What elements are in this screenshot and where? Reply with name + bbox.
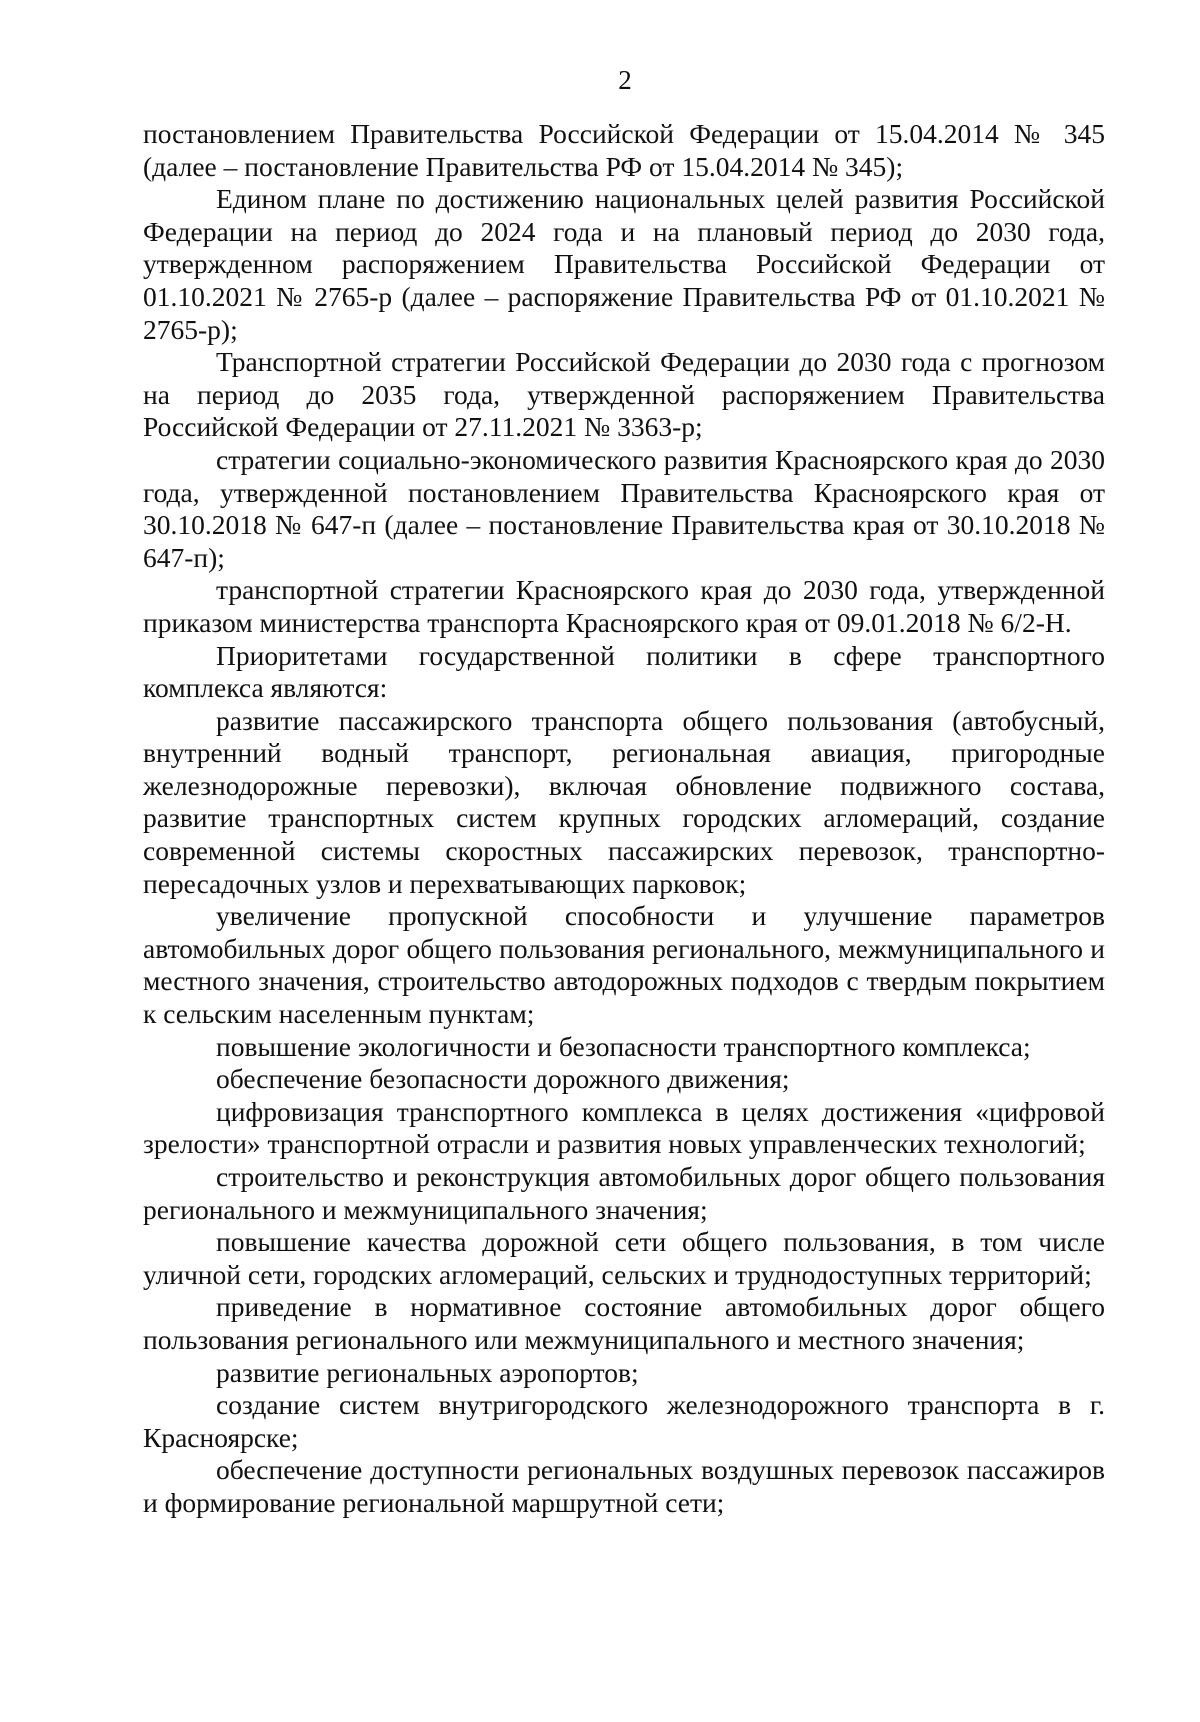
paragraph: увеличение пропускной способности и улучшение параметров автомобильных дорог общего пользования регионального, межмуниципального и местного значения, строительство автодорожных подходов с твердым покрытием к сельским населенным пунктам; xyxy=(143,900,1105,1030)
paragraph: развитие региональных аэропортов; xyxy=(216,1356,639,1388)
paragraph: обеспечение доступности региональных воздушных перевозок пассажиров и формирование региональной маршрутной сети; xyxy=(143,1454,1105,1518)
page-number: 2 xyxy=(618,65,632,95)
paragraph: цифровизация транспортного комплекса в целях достижения «цифровой зрелости» транспортной отрасли и развития новых управленческих технологий; xyxy=(143,1095,1105,1160)
paragraph: Едином плане по достижению национальных целей развития Российской Федерации на период до 2024 года и на плановый период до 2030 года, утвержденном распоряжением Правительства Российской Федерации от 01.10.2021 № 2765-р (далее – распоряжение Правительства РФ от 01.10.2021 № 2765-р); xyxy=(143,183,1105,345)
paragraph: Транспортной стратегии Российской Федерации до 2030 года с прогнозом на период до 2035 года, утвержденной распоряжением Правительства Российской Федерации от 27.11.2021 № 3363-р; xyxy=(143,346,1105,443)
paragraph: строительство и реконструкция автомобильных дорог общего пользования регионального и межмуниципального значения; xyxy=(143,1161,1105,1225)
paragraph: приведение в нормативное состояние автомобильных дорог общего пользования регионального или межмуниципального и местного значения; xyxy=(143,1291,1105,1355)
paragraph: повышение экологичности и безопасности транспортного комплекса; xyxy=(216,1030,1031,1062)
paragraph: развитие пассажирского транспорта общего пользования (автобусный, внутренний водный транспорт, региональная авиация, пригородные железнодорожные перевозки), включая обновление подвижного состава, развитие транспортных систем крупных городских агломераций, создание современной системы скоростных пассажирских перевозок, транспортно-пересадочных узлов и перехватывающих парковок; xyxy=(143,704,1105,899)
paragraph: Приоритетами государственной политики в сфере транспортного комплекса являются: xyxy=(143,639,1105,704)
paragraph: создание систем внутригородского железнодорожного транспорта в г. Красноярске; xyxy=(143,1389,1105,1453)
paragraph: постановлением Правительства Российской Федерации от 15.04.2014 № 345 (далее – постановление Правительства РФ от 15.04.2014 № 345); xyxy=(143,118,1105,182)
paragraph: обеспечение безопасности дорожного движения; xyxy=(216,1063,790,1095)
document-body xyxy=(143,118,1105,1520)
paragraph: транспортной стратегии Красноярского края до 2030 года, утвержденной приказом министерства транспорта Красноярского края от 09.01.2018 № 6/2-Н. xyxy=(143,574,1105,638)
paragraph: стратегии социально-экономического развития Красноярского края до 2030 года, утвержденной постановлением Правительства Красноярского края от 30.10.2018 № 647-п (далее – постановление Правительства края от 30.10.2018 № 647-п); xyxy=(143,443,1105,573)
paragraph: повышение качества дорожной сети общего пользования, в том числе уличной сети, городских агломераций, сельских и труднодоступных территорий; xyxy=(143,1226,1105,1290)
